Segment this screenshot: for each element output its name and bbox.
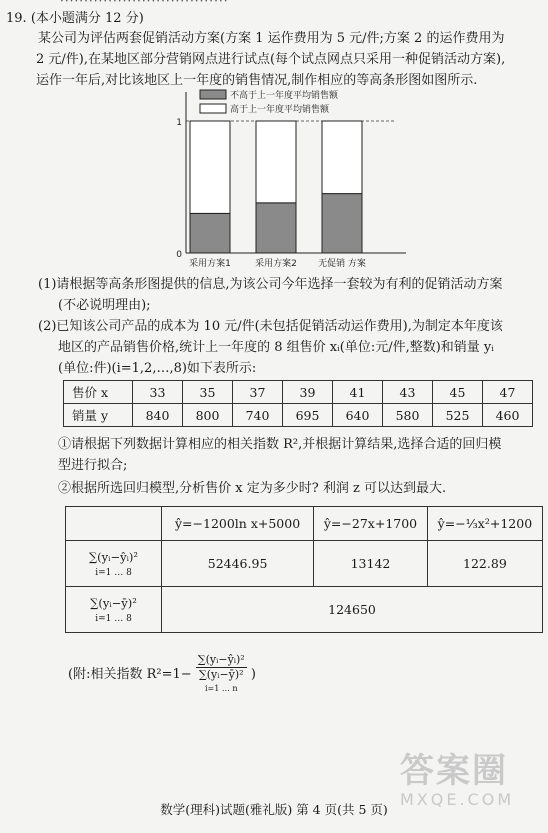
table-row: [66, 541, 543, 587]
bar-segment: [256, 121, 296, 203]
row-header-volume: 销量 y: [64, 404, 133, 427]
volume-cell: 840: [133, 404, 183, 427]
part2-line: 地区的产品销售价格,统计上一年度的 8 组售价 xᵢ(单位:元/件,整数)和销量 yᵢ: [58, 340, 494, 355]
part1-paragraph: [38, 274, 503, 316]
price-cell: 41: [333, 381, 383, 404]
residual-value: 122.89: [427, 541, 542, 587]
bar-segment: [190, 213, 230, 253]
formula-prefix: (附:相关指数 R²=1−: [68, 667, 192, 682]
y-tick-label: 0: [176, 250, 182, 260]
part1-line: (1)请根据等高条形图提供的信息,为该公司今年选择一套较为有利的促销活动方案: [38, 277, 503, 292]
watermark-url: MXQE.COM: [400, 790, 515, 809]
part2-paragraph: [38, 316, 503, 379]
x-tick-label: 采用方案1: [189, 259, 231, 269]
residual-sum-label: [66, 541, 162, 587]
stacked-bar-chart: [170, 84, 410, 274]
sum-expression: ∑(yᵢ−ȳ)²: [90, 595, 137, 610]
model-header: ŷ=−1200ln x+5000: [162, 507, 314, 541]
y-tick-label: 1: [176, 118, 182, 128]
volume-cell: 800: [183, 404, 233, 427]
question-number: 19.: [6, 11, 27, 26]
legend-label: 高于上一年度平均销售额: [230, 105, 330, 115]
empty-corner-cell: [66, 507, 162, 541]
x-tick-label: 采用方案2: [255, 259, 297, 269]
volume-cell: 695: [283, 404, 333, 427]
total-sum-label: [66, 587, 162, 633]
table-row: [64, 404, 533, 427]
subquestion-1: [58, 434, 501, 476]
price-cell: 35: [183, 381, 233, 404]
formula-sum-range: i=1 … n: [204, 684, 238, 693]
part2-line: (单位:件)(i=1,2,…,8)如下表所示:: [58, 361, 257, 376]
score-note: (本小题满分 12 分): [30, 11, 144, 26]
intro-line: 2 元/件),在某地区部分营销网点进行试点(每个试点网点只采用一种促销活动方案),: [36, 52, 506, 67]
sub1-line: 型进行拟合;: [58, 458, 128, 473]
part1-line: (不必说明理由);: [58, 298, 151, 313]
price-cell: 47: [483, 381, 533, 404]
x-tick-label: 无促销 方案: [318, 259, 366, 269]
residual-value: 13142: [314, 541, 428, 587]
sum-range: i=1 … 8: [95, 567, 132, 578]
intro-line: 运作一年后,对比该地区上一年度的销售情况,制作相应的等高条形图如图所示.: [36, 73, 478, 88]
volume-cell: 460: [483, 404, 533, 427]
price-cell: 39: [283, 381, 333, 404]
part2-line: (2)已知该公司产品的成本为 10 元/件(未包括促销活动运作费用),为制定本年度该: [38, 319, 503, 334]
sum-expression: ∑(yᵢ−ŷᵢ)²: [88, 549, 139, 564]
residual-value: 52446.95: [162, 541, 314, 587]
volume-cell: 740: [233, 404, 283, 427]
price-cell: 33: [133, 381, 183, 404]
page-footer: 数学(理科)试题(雅礼版) 第 4 页(共 5 页): [160, 802, 388, 817]
subquestion-2: ②根据所选回归模型,分析售价 x 定为多少时? 利润 z 可以达到最大.: [58, 481, 447, 496]
volume-cell: 580: [383, 404, 433, 427]
question-header: [6, 7, 144, 26]
regression-table: [65, 506, 543, 633]
volume-cell: 640: [333, 404, 383, 427]
chart-svg: [170, 84, 410, 274]
legend-swatch: [200, 104, 226, 113]
watermark-text: 答案圈: [400, 751, 508, 791]
total-sum-value: 124650: [162, 587, 543, 633]
volume-cell: 525: [433, 404, 483, 427]
table-row: [66, 587, 543, 633]
row-header-price: 售价 x: [64, 381, 133, 404]
formula-fraction: [196, 653, 247, 696]
bar-segment: [190, 121, 230, 213]
formula-suffix: ): [250, 667, 256, 682]
formula-denominator: ∑(yᵢ−ȳ)²: [198, 668, 244, 681]
sales-data-table: [63, 380, 533, 427]
bar-segment: [256, 203, 296, 253]
bar-segment: [322, 194, 362, 253]
appendix-formula: [68, 653, 256, 696]
sub1-line: ①请根据下列数据计算相应的相关指数 R²,并根据计算结果,选择合适的回归模: [58, 437, 502, 452]
table-row: [66, 507, 543, 541]
table-row: [64, 381, 533, 404]
price-cell: 37: [233, 381, 283, 404]
legend-label: 不高于上一年度平均销售额: [230, 91, 339, 101]
legend-swatch: [200, 90, 226, 99]
intro-paragraph: [38, 28, 505, 91]
intro-line: 某公司为评估两套促销活动方案(方案 1 运作费用为 5 元/件;方案 2 的运作费用为: [38, 31, 505, 46]
cut-off-header-text: [60, 0, 500, 6]
bar-segment: [322, 121, 362, 194]
model-header: ŷ=−⅓x²+1200: [427, 507, 542, 541]
formula-numerator: ∑(yᵢ−ŷᵢ)²: [197, 653, 245, 666]
sum-range: i=1 … 8: [95, 613, 132, 624]
price-cell: 45: [433, 381, 483, 404]
price-cell: 43: [383, 381, 433, 404]
model-header: ŷ=−27x+1700: [314, 507, 428, 541]
